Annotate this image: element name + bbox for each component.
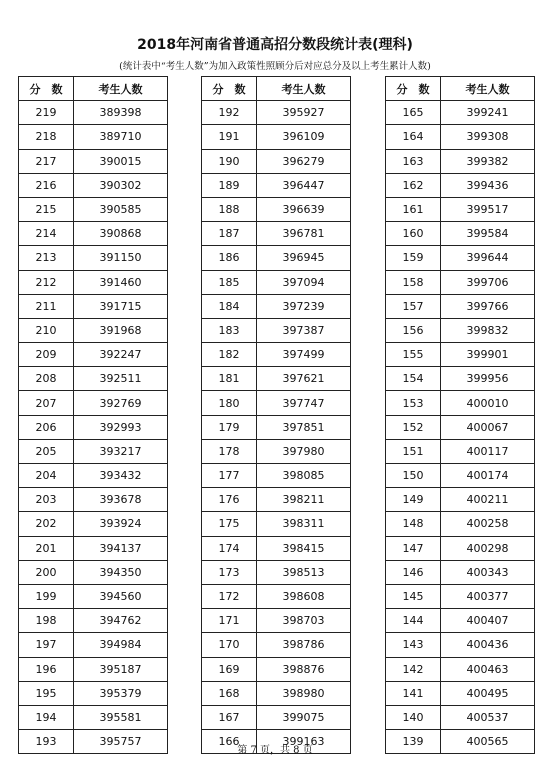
score-cell: 198 xyxy=(19,609,74,633)
count-cell: 399241 xyxy=(441,101,535,125)
table-row xyxy=(202,391,351,415)
score-cell: 152 xyxy=(386,415,441,439)
score-cell: 208 xyxy=(19,367,74,391)
score-cell: 156 xyxy=(386,318,441,342)
count-cell: 398211 xyxy=(257,488,351,512)
table-row xyxy=(19,197,168,221)
table-row xyxy=(19,391,168,415)
count-cell: 399382 xyxy=(441,149,535,173)
table-row xyxy=(19,270,168,294)
count-cell: 400377 xyxy=(441,584,535,608)
score-cell: 214 xyxy=(19,222,74,246)
score-cell: 201 xyxy=(19,536,74,560)
table-row xyxy=(19,657,168,681)
score-cell: 196 xyxy=(19,657,74,681)
score-cell: 165 xyxy=(386,101,441,125)
table-row xyxy=(386,705,535,729)
score-cell: 179 xyxy=(202,415,257,439)
score-cell: 169 xyxy=(202,657,257,681)
score-cell: 160 xyxy=(386,222,441,246)
page-subtitle: (统计表中“考生人数”为加入政策性照顾分后对应总分及以上考生累计人数) xyxy=(119,61,431,72)
table-row xyxy=(386,149,535,173)
count-cell: 391968 xyxy=(74,318,168,342)
score-cell: 158 xyxy=(386,270,441,294)
table-row xyxy=(386,584,535,608)
count-cell: 393924 xyxy=(74,512,168,536)
table-row xyxy=(386,246,535,270)
table-row xyxy=(386,681,535,705)
count-cell: 397851 xyxy=(257,415,351,439)
table-row xyxy=(202,681,351,705)
score-cell: 204 xyxy=(19,464,74,488)
table-row xyxy=(19,488,168,512)
table-row xyxy=(386,488,535,512)
count-cell: 390868 xyxy=(74,222,168,246)
table-row xyxy=(19,439,168,463)
table-row xyxy=(19,101,168,125)
score-cell: 188 xyxy=(202,197,257,221)
score-cell: 172 xyxy=(202,584,257,608)
score-cell: 166 xyxy=(202,730,257,754)
count-cell: 399901 xyxy=(441,343,535,367)
count-cell: 400117 xyxy=(441,439,535,463)
count-cell: 393432 xyxy=(74,464,168,488)
table-row xyxy=(19,536,168,560)
count-cell: 395581 xyxy=(74,705,168,729)
score-cell: 185 xyxy=(202,270,257,294)
score-cell: 181 xyxy=(202,367,257,391)
score-cell: 200 xyxy=(19,560,74,584)
table-row xyxy=(19,464,168,488)
count-cell: 399706 xyxy=(441,270,535,294)
table-row xyxy=(19,512,168,536)
count-cell: 399956 xyxy=(441,367,535,391)
count-cell: 398786 xyxy=(257,633,351,657)
table-row xyxy=(386,270,535,294)
score-cell: 153 xyxy=(386,391,441,415)
table-row xyxy=(386,343,535,367)
score-cell: 148 xyxy=(386,512,441,536)
score-cell: 217 xyxy=(19,149,74,173)
table-row xyxy=(202,439,351,463)
table-row xyxy=(19,609,168,633)
count-cell: 398980 xyxy=(257,681,351,705)
score-cell: 216 xyxy=(19,173,74,197)
table-row xyxy=(202,633,351,657)
table-row xyxy=(19,681,168,705)
count-cell: 400565 xyxy=(441,730,535,754)
count-cell: 400495 xyxy=(441,681,535,705)
score-table-3 xyxy=(385,76,535,754)
count-cell: 389398 xyxy=(74,101,168,125)
score-cell: 192 xyxy=(202,101,257,125)
count-cell: 400407 xyxy=(441,609,535,633)
score-cell: 213 xyxy=(19,246,74,270)
count-cell: 393678 xyxy=(74,488,168,512)
score-cell: 194 xyxy=(19,705,74,729)
table-row xyxy=(19,294,168,318)
score-table-1 xyxy=(18,76,168,754)
count-cell: 398608 xyxy=(257,584,351,608)
table-row xyxy=(202,173,351,197)
score-cell: 151 xyxy=(386,439,441,463)
score-cell: 161 xyxy=(386,197,441,221)
count-cell: 398876 xyxy=(257,657,351,681)
count-cell: 397239 xyxy=(257,294,351,318)
table-row xyxy=(19,246,168,270)
table-row xyxy=(386,294,535,318)
score-cell: 199 xyxy=(19,584,74,608)
score-cell: 162 xyxy=(386,173,441,197)
table-row xyxy=(19,560,168,584)
table-row xyxy=(202,125,351,149)
count-cell: 397387 xyxy=(257,318,351,342)
count-cell: 398085 xyxy=(257,464,351,488)
score-cell: 177 xyxy=(202,464,257,488)
table-row xyxy=(202,415,351,439)
table-row xyxy=(386,197,535,221)
count-cell: 400067 xyxy=(441,415,535,439)
table-row xyxy=(202,584,351,608)
table-row xyxy=(19,584,168,608)
table-row xyxy=(202,101,351,125)
count-cell: 394762 xyxy=(74,609,168,633)
table-row xyxy=(202,512,351,536)
score-cell: 182 xyxy=(202,343,257,367)
score-cell: 155 xyxy=(386,343,441,367)
count-cell: 396639 xyxy=(257,197,351,221)
table-row xyxy=(386,536,535,560)
table-row xyxy=(19,415,168,439)
count-cell: 397621 xyxy=(257,367,351,391)
table-row xyxy=(19,343,168,367)
count-cell: 395927 xyxy=(257,101,351,125)
score-cell: 149 xyxy=(386,488,441,512)
table-row xyxy=(386,464,535,488)
count-cell: 395187 xyxy=(74,657,168,681)
count-cell: 398513 xyxy=(257,560,351,584)
count-cell: 399075 xyxy=(257,705,351,729)
table-row xyxy=(386,222,535,246)
score-cell: 144 xyxy=(386,609,441,633)
count-cell: 391150 xyxy=(74,246,168,270)
score-cell: 206 xyxy=(19,415,74,439)
count-cell: 392993 xyxy=(74,415,168,439)
score-cell: 207 xyxy=(19,391,74,415)
table-row xyxy=(19,705,168,729)
score-cell: 189 xyxy=(202,173,257,197)
table-row xyxy=(202,464,351,488)
table-row xyxy=(19,367,168,391)
table-row xyxy=(386,439,535,463)
table-row xyxy=(386,415,535,439)
score-cell: 176 xyxy=(202,488,257,512)
count-cell: 390015 xyxy=(74,149,168,173)
table-row xyxy=(386,101,535,125)
score-cell: 164 xyxy=(386,125,441,149)
score-cell: 184 xyxy=(202,294,257,318)
table-row xyxy=(202,657,351,681)
score-cell: 183 xyxy=(202,318,257,342)
score-cell: 157 xyxy=(386,294,441,318)
score-cell: 209 xyxy=(19,343,74,367)
table-header-row xyxy=(19,77,168,101)
count-cell: 399832 xyxy=(441,318,535,342)
count-cell: 400537 xyxy=(441,705,535,729)
score-cell: 205 xyxy=(19,439,74,463)
count-cell: 398703 xyxy=(257,609,351,633)
score-cell: 170 xyxy=(202,633,257,657)
count-cell: 391460 xyxy=(74,270,168,294)
score-cell: 163 xyxy=(386,149,441,173)
score-cell: 168 xyxy=(202,681,257,705)
table-row xyxy=(386,560,535,584)
score-header: 分 数 xyxy=(202,77,257,101)
score-cell: 186 xyxy=(202,246,257,270)
count-cell: 394984 xyxy=(74,633,168,657)
table-row xyxy=(202,270,351,294)
score-cell: 146 xyxy=(386,560,441,584)
score-cell: 212 xyxy=(19,270,74,294)
score-cell: 159 xyxy=(386,246,441,270)
table-row xyxy=(19,318,168,342)
count-cell: 392247 xyxy=(74,343,168,367)
score-cell: 197 xyxy=(19,633,74,657)
count-cell: 392769 xyxy=(74,391,168,415)
score-header: 分 数 xyxy=(19,77,74,101)
table-row xyxy=(19,222,168,246)
score-cell: 140 xyxy=(386,705,441,729)
score-cell: 141 xyxy=(386,681,441,705)
table-row xyxy=(386,391,535,415)
count-cell: 393217 xyxy=(74,439,168,463)
score-cell: 167 xyxy=(202,705,257,729)
count-cell: 400463 xyxy=(441,657,535,681)
table-row xyxy=(386,318,535,342)
table-row xyxy=(202,609,351,633)
score-cell: 150 xyxy=(386,464,441,488)
count-cell: 397747 xyxy=(257,391,351,415)
count-cell: 396447 xyxy=(257,173,351,197)
table-row xyxy=(19,149,168,173)
table-row xyxy=(19,173,168,197)
count-cell: 399308 xyxy=(441,125,535,149)
count-cell: 397499 xyxy=(257,343,351,367)
table-row xyxy=(386,367,535,391)
count-cell: 398415 xyxy=(257,536,351,560)
score-cell: 215 xyxy=(19,197,74,221)
count-cell: 400298 xyxy=(441,536,535,560)
count-cell: 394137 xyxy=(74,536,168,560)
table-row xyxy=(19,633,168,657)
table-row xyxy=(202,246,351,270)
score-cell: 178 xyxy=(202,439,257,463)
score-cell: 143 xyxy=(386,633,441,657)
count-cell: 395757 xyxy=(74,730,168,754)
table-row xyxy=(386,657,535,681)
score-cell: 175 xyxy=(202,512,257,536)
table-row xyxy=(202,149,351,173)
score-cell: 171 xyxy=(202,609,257,633)
table-row xyxy=(202,705,351,729)
count-cell: 396945 xyxy=(257,246,351,270)
count-cell: 390302 xyxy=(74,173,168,197)
count-cell: 394350 xyxy=(74,560,168,584)
table-row xyxy=(19,125,168,149)
page-footer: 第 7 页，共 8 页 xyxy=(237,745,313,756)
count-cell: 399766 xyxy=(441,294,535,318)
count-cell: 400211 xyxy=(441,488,535,512)
table-row xyxy=(202,488,351,512)
table-row xyxy=(202,536,351,560)
count-cell: 390585 xyxy=(74,197,168,221)
score-cell: 187 xyxy=(202,222,257,246)
count-cell: 399436 xyxy=(441,173,535,197)
score-cell: 139 xyxy=(386,730,441,754)
page-title: 2018年河南省普通高招分数段统计表(理科) xyxy=(137,37,413,53)
count-cell: 400436 xyxy=(441,633,535,657)
table-header-row xyxy=(202,77,351,101)
count-cell: 400174 xyxy=(441,464,535,488)
table-row xyxy=(202,294,351,318)
score-cell: 180 xyxy=(202,391,257,415)
score-cell: 142 xyxy=(386,657,441,681)
score-cell: 210 xyxy=(19,318,74,342)
table-row xyxy=(202,318,351,342)
score-cell: 193 xyxy=(19,730,74,754)
count-cell: 396279 xyxy=(257,149,351,173)
count-cell: 397094 xyxy=(257,270,351,294)
score-cell: 203 xyxy=(19,488,74,512)
score-cell: 190 xyxy=(202,149,257,173)
score-cell: 147 xyxy=(386,536,441,560)
count-cell: 399517 xyxy=(441,197,535,221)
count-cell: 399644 xyxy=(441,246,535,270)
score-cell: 191 xyxy=(202,125,257,149)
score-cell: 154 xyxy=(386,367,441,391)
count-header: 考生人数 xyxy=(257,77,351,101)
table-row xyxy=(386,512,535,536)
table-row xyxy=(202,197,351,221)
score-cell: 219 xyxy=(19,101,74,125)
count-cell: 399163 xyxy=(257,730,351,754)
count-cell: 400343 xyxy=(441,560,535,584)
table-row xyxy=(386,125,535,149)
score-header: 分 数 xyxy=(386,77,441,101)
table-row xyxy=(202,222,351,246)
count-cell: 398311 xyxy=(257,512,351,536)
count-cell: 400010 xyxy=(441,391,535,415)
count-cell: 396109 xyxy=(257,125,351,149)
table-row xyxy=(386,633,535,657)
count-cell: 396781 xyxy=(257,222,351,246)
table-row xyxy=(202,560,351,584)
count-cell: 397980 xyxy=(257,439,351,463)
count-cell: 400258 xyxy=(441,512,535,536)
table-row xyxy=(386,609,535,633)
score-cell: 211 xyxy=(19,294,74,318)
count-cell: 389710 xyxy=(74,125,168,149)
score-table-2 xyxy=(201,76,351,754)
table-row xyxy=(202,367,351,391)
score-cell: 145 xyxy=(386,584,441,608)
score-cell: 173 xyxy=(202,560,257,584)
count-header: 考生人数 xyxy=(74,77,168,101)
table-row xyxy=(386,173,535,197)
score-cell: 174 xyxy=(202,536,257,560)
table-row xyxy=(202,343,351,367)
count-header: 考生人数 xyxy=(441,77,535,101)
count-cell: 399584 xyxy=(441,222,535,246)
count-cell: 395379 xyxy=(74,681,168,705)
score-cell: 195 xyxy=(19,681,74,705)
count-cell: 392511 xyxy=(74,367,168,391)
count-cell: 394560 xyxy=(74,584,168,608)
score-cell: 218 xyxy=(19,125,74,149)
table-header-row xyxy=(386,77,535,101)
score-cell: 202 xyxy=(19,512,74,536)
count-cell: 391715 xyxy=(74,294,168,318)
